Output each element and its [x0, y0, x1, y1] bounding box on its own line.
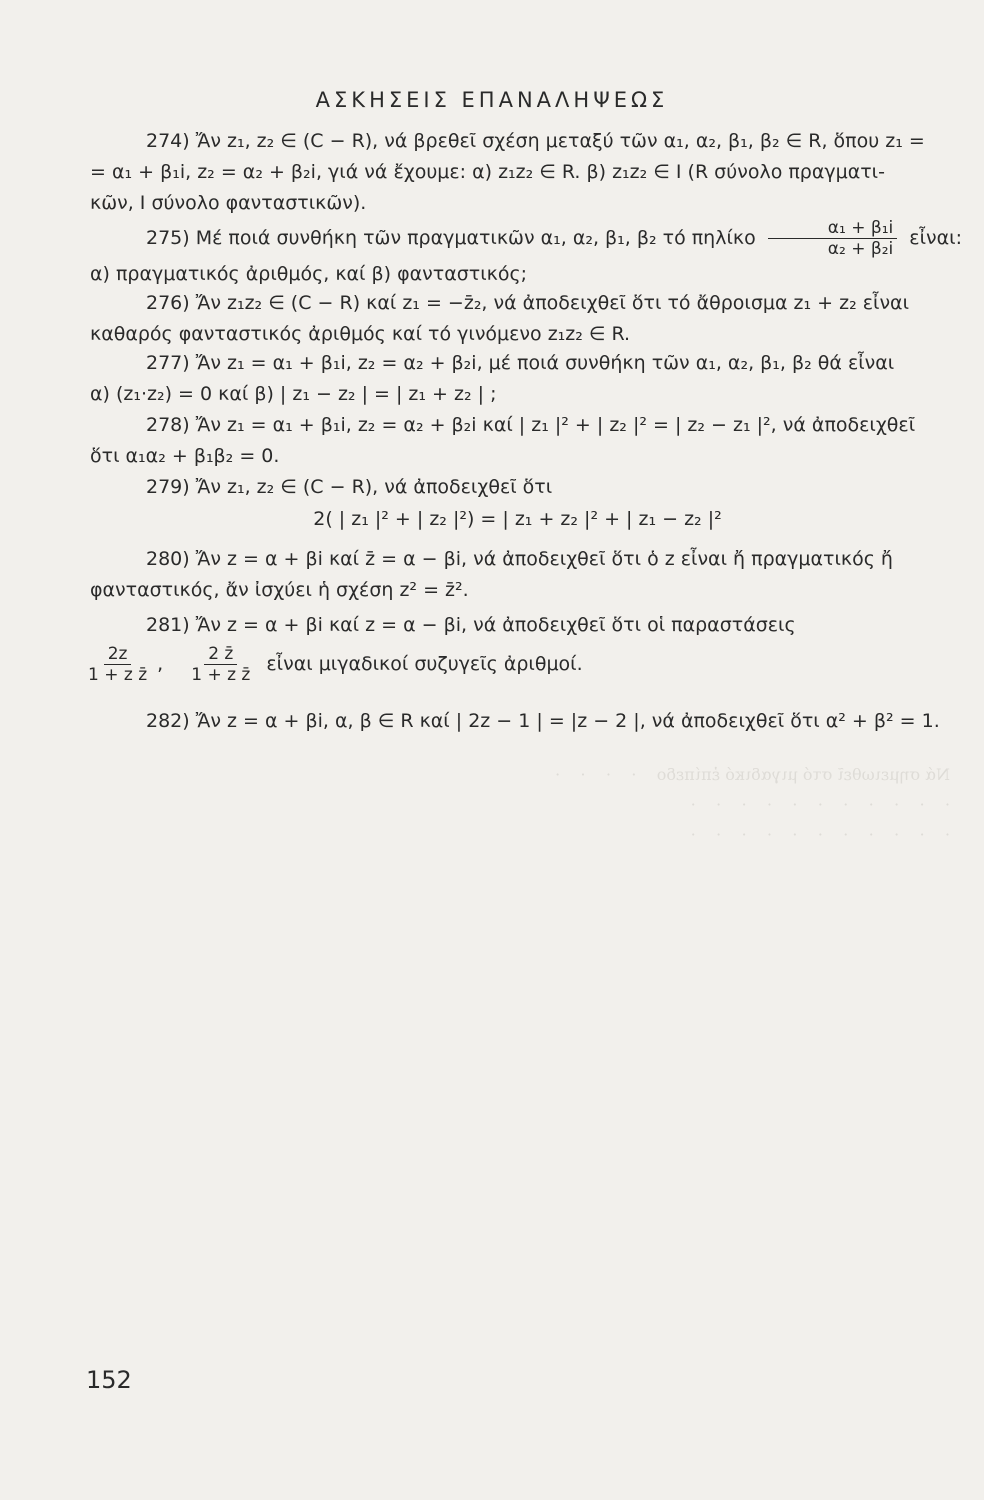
exercise-text: α) (z₁·z₂) = 0 καί β) | z₁ − z₂ | = | z₁ + z₂ | ;: [90, 383, 497, 405]
exercise-number: 280): [146, 548, 190, 570]
exercise-number: 278): [146, 414, 190, 436]
exercise-text: Ἄν z₁, z₂ ∈ (C − R), νά ἀποδειχθεῖ ὅτι: [195, 476, 553, 498]
exercise-text: εἶναι:: [909, 227, 962, 249]
exercise-number: 282): [146, 710, 190, 732]
fraction-numerator: 2 z̄: [204, 644, 237, 665]
fraction-numerator: α₁ + β₁i: [768, 218, 897, 239]
exercise-279: [90, 472, 945, 503]
fraction-denominator: 1 + z z̄: [191, 665, 251, 685]
fraction: [187, 644, 254, 685]
exercise-277: [90, 348, 945, 410]
exercise-text: Ἄν z₁z₂ ∈ (C − R) καί z₁ = −z̄₂, νά ἀποδειχθεῖ ὅτι τό ἄθροισμα z₁ + z₂ εἶναι: [195, 292, 910, 314]
exercise-text: Ἄν z = α + βi καί z̄ = α − βi, νά ἀποδειχθεῖ ὅτι ὁ z εἶναι ἤ πραγματικός ἤ: [195, 548, 893, 570]
exercise-text: εἶναι μιγαδικοί συζυγεῖς ἀριθμοί.: [266, 653, 583, 675]
exercise-280: [90, 544, 945, 606]
exercise-text: καθαρός φανταστικός ἀριθμός καί τό γινόμενο z₁z₂ ∈ R.: [90, 323, 631, 345]
exercise-278: [90, 410, 945, 472]
fraction: [84, 644, 151, 685]
fraction: [768, 218, 897, 259]
exercise-number: 277): [146, 352, 190, 374]
exercise-text: φανταστικός, ἄν ἰσχύει ἡ σχέση z² = z̄².: [90, 579, 469, 601]
formula-279: 2( | z₁ |² + | z₂ |²) = | z₁ + z₂ |² + | z₁ − z₂ |²: [313, 508, 722, 530]
exercise-text: Ἄν z₁ = α₁ + β₁i, z₂ = α₂ + β₂i, μέ ποιά συνθήκη τῶν α₁, α₂, β₁, β₂ θά εἶναι: [195, 352, 895, 374]
fraction-numerator: 2z: [104, 644, 132, 665]
exercise-number: 274): [146, 130, 190, 152]
exercise-text: ὅτι α₁α₂ + β₁β₂ = 0.: [90, 445, 280, 467]
exercise-text: = α₁ + β₁i, z₂ = α₂ + β₂i, γιά νά ἔχουμε: α) z₁z₂ ∈ R. β) z₁z₂ ∈ I (R σύνολο πραγματι-: [90, 161, 885, 183]
exercise-text: Ἄν z = α + βi, α, β ∈ R καί | 2z − 1 | = |z − 2 |, νά ἀποδειχθεῖ ὅτι α² + β² = 1.: [195, 710, 940, 732]
exercise-text: κῶν, I σύνολο φανταστικῶν).: [90, 192, 367, 214]
exercise-text: α) πραγματικός ἀριθμός, καί β) φανταστικός;: [90, 263, 528, 285]
section-heading: ΑΣΚΗΣΕΙΣ ΕΠΑΝΑΛΗΨΕΩΣ: [315, 88, 669, 112]
exercise-276: [90, 288, 945, 350]
exercise-275: [90, 218, 962, 290]
bleed-through-text: Νά σημειωθεῖ στό μιγαδικό ἐπίπεδο · · · · · · · · · · · · · · · · · · · · · · · · · ·: [554, 765, 950, 844]
exercise-282: [90, 706, 945, 737]
exercise-281: [90, 610, 945, 641]
exercise-281-fractions: [84, 644, 939, 685]
fraction-denominator: α₂ + β₂i: [827, 239, 894, 259]
exercise-text: Ἄν z₁, z₂ ∈ (C − R), νά βρεθεῖ σχέση μεταξύ τῶν α₁, α₂, β₁, β₂ ∈ R, ὅπου z₁ =: [195, 130, 925, 152]
exercise-text: Ἄν z = α + βi καί z = α − βi, νά ἀποδειχθεῖ ὅτι οἱ παραστάσεις: [195, 614, 796, 636]
exercise-274: [90, 126, 945, 219]
exercise-text: Μέ ποιά συνθήκη τῶν πραγματικῶν α₁, α₂, β₁, β₂ τό πηλίκο: [195, 227, 756, 249]
exercise-text: Ἄν z₁ = α₁ + β₁i, z₂ = α₂ + β₂i καί | z₁ |² + | z₂ |² = | z₂ − z₁ |², νά ἀποδειχθεῖ: [195, 414, 916, 436]
comma: ,: [157, 653, 164, 675]
exercise-number: 276): [146, 292, 190, 314]
page-number: 152: [86, 1366, 132, 1394]
exercise-number: 279): [146, 476, 190, 498]
fraction-denominator: 1 + z z̄: [88, 665, 148, 685]
exercise-number: 281): [146, 614, 190, 636]
exercise-number: 275): [146, 227, 190, 249]
